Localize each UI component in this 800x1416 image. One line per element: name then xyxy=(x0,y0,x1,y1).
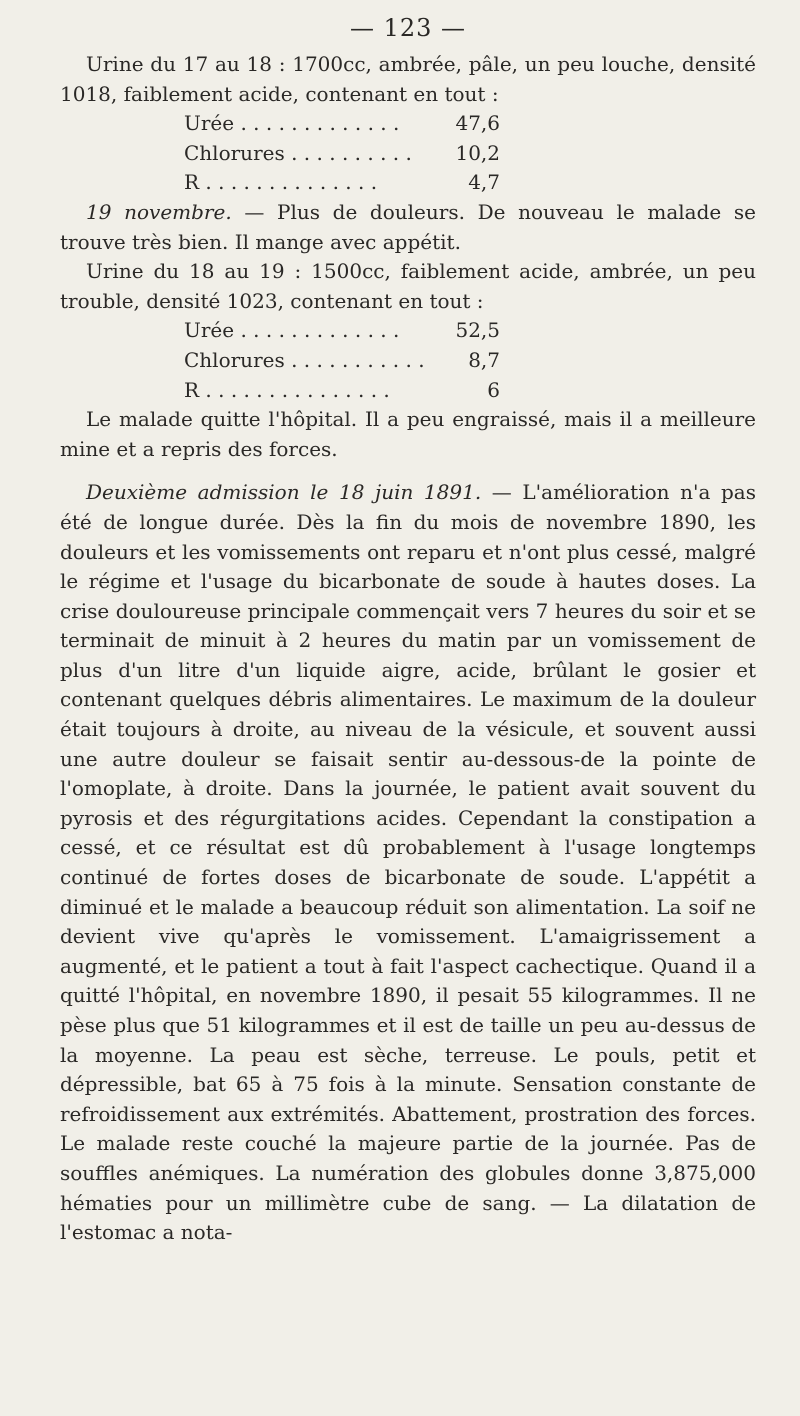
row-value: 8,7 xyxy=(468,347,500,372)
page-number: — 123 — xyxy=(349,14,467,42)
entry-text: — Plus de douleurs. De nouveau le malade se trouve très bien. Il mange avec appétit. xyxy=(60,199,756,254)
row-label: R . . . . . . . . . . . . . . xyxy=(184,170,378,195)
row-value: 4,7 xyxy=(468,170,500,195)
section-text: — L'amélioration n'a pas été de longue durée. Dès la fin du mois de novembre 1890, les douleurs et les vomissements ont reparu et n'ont plus cessé, malgré le régime et l'usage du bicarbonate de soude à hautes doses. La crise douloureuse principale commençait vers 7 heures du soir et se terminait de minuit à 2 heures du matin par un vomissement de plus d'un litre d'un liquide aigre, acide, brûlant le gosier et contenant quelques débris alimentaires. Le maximum de la douleur était toujours à droite, au niveau de la vésicule, et souvent aussi une autre douleur se faisait sentir au-dessous-de la pointe de l'omoplate, à droite. Dans la journée, le patient avait souvent du pyrosis et des régurgitations acides. Cependant la constipation a cessé, et ce résultat est dû probablement à l'usage longtemps continué de fortes doses de bicarbonate de soude. L'appétit a diminué et le malade a beaucoup réduit son alimentation. La soif ne devient vive qu'après le vomissement. L'amaigrissement a augmenté, et le patient a tout à fait l'aspect cachectique. Quand il a quitté l'hôpital, en novembre 1890, il pesait 55 kilogrammes. Il ne pèse plus que 51 kilogrammes et il est de taille un peu au-dessus de la moyenne. La peau est sèche, terreuse. Le pouls, petit et dépressible, bat 65 à 75 fois à la minute. Sensation constante de refroidissement aux extrémités. Abattement, prostration des forces. Le malade reste couché la majeure partie de la journée. Pas de souffles anémiques. La numération des globules donne 3,875,000 hématies pour un millimètre cube de sang. — La dilatation de l'estomac a nota- xyxy=(60,480,756,1245)
entry-19-novembre xyxy=(60,198,756,257)
table-row xyxy=(184,316,500,346)
discharge-paragraph: Le malade quitte l'hôpital. Il a peu engraissé, mais il a meilleure mine et a repris des forces. xyxy=(60,407,756,461)
table-row xyxy=(184,346,500,376)
table-row xyxy=(184,376,500,406)
urine-paragraph-2: Urine du 18 au 19 : 1500cc, faiblement acide, ambrée, un peu trouble, densité 1023, contenant en tout : xyxy=(60,259,756,313)
second-admission-paragraph xyxy=(60,478,756,1247)
row-label: Urée . . . . . . . . . . . . . xyxy=(184,318,400,343)
table-row xyxy=(184,109,500,139)
urine-paragraph-1: Urine du 17 au 18 : 1700cc, ambrée, pâle, un peu louche, densité 1018, faiblement acide, contenant en tout : xyxy=(60,52,756,106)
urine-table-1 xyxy=(184,109,500,198)
row-label: Chlorures . . . . . . . . . . . xyxy=(184,347,425,372)
row-value: 6 xyxy=(487,377,500,402)
row-label: Urée . . . . . . . . . . . . . xyxy=(184,111,400,136)
row-value: 47,6 xyxy=(455,111,500,136)
row-value: 10,2 xyxy=(455,140,500,165)
table-row xyxy=(184,139,500,169)
section-heading: Deuxième admission le 18 juin 1891. xyxy=(86,480,482,505)
row-label: Chlorures . . . . . . . . . . xyxy=(184,140,412,165)
entry-date: 19 novembre. xyxy=(86,199,232,224)
row-label: R . . . . . . . . . . . . . . . xyxy=(184,377,390,402)
table-row xyxy=(184,168,500,198)
row-value: 52,5 xyxy=(455,318,500,343)
urine-table-2 xyxy=(184,316,500,405)
